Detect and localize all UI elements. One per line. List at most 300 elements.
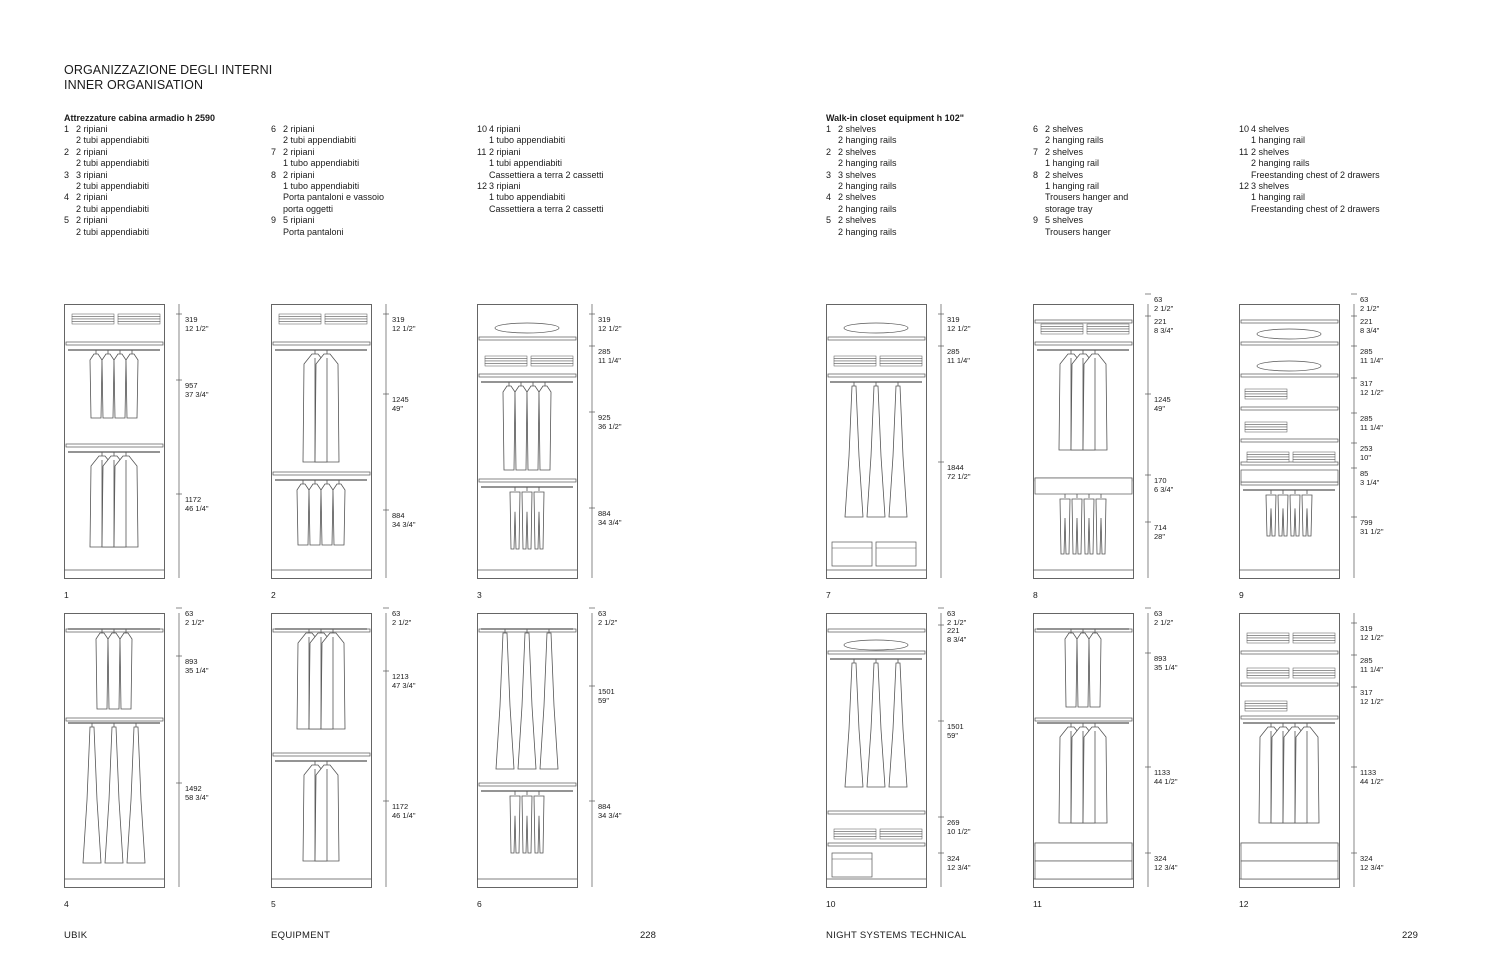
item-description: Trousers hanger — [1045, 226, 1111, 237]
dimension-label — [947, 610, 966, 627]
dimension-mm: 319 — [185, 315, 198, 324]
hanging-clothes — [303, 350, 339, 462]
item-number: 11 — [477, 146, 487, 157]
item-description: 1 hanging rail — [1045, 181, 1100, 192]
storage-box — [832, 853, 872, 877]
folded-clothes — [118, 319, 160, 322]
title-english: INNER ORGANISATION — [64, 78, 204, 92]
hanging-clothes — [510, 487, 544, 549]
hanging-clothes — [1059, 723, 1107, 823]
folded-clothes — [531, 356, 573, 359]
shelf — [1035, 718, 1132, 721]
dimension-inches: 3 1/4" — [1360, 477, 1380, 487]
hanging-clothes — [90, 452, 138, 547]
dimension-mm: 1133 — [1154, 768, 1171, 777]
dimension-inches: 10 1/2" — [947, 826, 971, 836]
shelf — [1241, 320, 1338, 323]
item-number: 12 — [1239, 181, 1250, 192]
folded-clothes — [880, 837, 922, 840]
folded-clothes — [1245, 427, 1287, 430]
item-description: 2 ripiani — [283, 146, 315, 157]
list-item — [1239, 124, 1380, 147]
dimension-inches: 59" — [598, 695, 610, 705]
dimension-mm: 714 — [1154, 523, 1167, 532]
hanging-clothes — [845, 659, 907, 787]
item-number: 1 — [64, 124, 70, 134]
item-description: 2 hanging rails — [838, 203, 897, 214]
dimension-inches: 11 1/4" — [598, 355, 621, 365]
dimension-label — [1154, 655, 1178, 672]
list-item — [1033, 215, 1128, 238]
dimension-mm: 63 — [947, 609, 956, 618]
dimension-label — [1154, 296, 1173, 313]
folded-clothes — [1245, 704, 1287, 707]
english-list-column — [1239, 124, 1380, 215]
list-item — [271, 147, 384, 170]
shelf — [828, 337, 925, 340]
wardrobe-unit-drawing — [271, 613, 401, 891]
shelf — [1241, 439, 1338, 442]
shelf — [273, 472, 370, 475]
folded-clothes — [279, 314, 321, 317]
drawer — [1241, 843, 1338, 861]
dimension-label — [1154, 396, 1171, 413]
dimension-label — [598, 316, 622, 333]
dimension-label — [392, 673, 416, 690]
item-description: 4 ripiani — [489, 124, 521, 134]
list-item — [1033, 147, 1128, 170]
dimension-inches: 12 3/4" — [1154, 862, 1178, 872]
dimension-inches: 46 1/4" — [185, 503, 209, 513]
dimension-mm: 253 — [1360, 444, 1373, 453]
folded-clothes — [1293, 455, 1335, 458]
dimension-label — [1360, 519, 1384, 536]
dimension-label — [598, 803, 622, 820]
dimension-label — [947, 627, 966, 644]
folded-clothes — [834, 361, 876, 364]
wardrobe-unit-drawing — [271, 304, 401, 582]
folded-clothes — [1247, 668, 1289, 671]
dimension-mm: 925 — [598, 413, 611, 422]
item-number: 10 — [477, 124, 488, 134]
item-description: Trousers hanger and — [1045, 192, 1129, 203]
dimension-label — [1360, 625, 1384, 642]
dimension-inches: 12 1/2" — [185, 323, 209, 333]
pillow — [844, 640, 908, 650]
figure-number: 9 — [1239, 590, 1244, 600]
folded-clothes — [1293, 452, 1335, 455]
figure-number: 2 — [271, 590, 276, 600]
folded-clothes — [1247, 638, 1289, 641]
dimension-inches: 35 1/4" — [1154, 662, 1178, 672]
dimension-mm: 324 — [1154, 854, 1167, 863]
item-number: 11 — [1239, 146, 1249, 157]
hanging-clothes — [83, 723, 145, 863]
folded-clothes — [1293, 676, 1335, 679]
dimension-inches: 34 3/4" — [598, 810, 622, 820]
folded-clothes — [834, 359, 876, 362]
item-number: 3 — [826, 169, 832, 180]
dimension-label — [1154, 855, 1178, 872]
item-description: 1 tubo appendiabiti — [489, 192, 566, 203]
dimension-mm: 1492 — [185, 784, 202, 793]
item-number: 10 — [1239, 124, 1250, 134]
dimension-inches: 72 1/2" — [947, 471, 971, 481]
item-description: Porta pantaloni — [283, 226, 344, 237]
title-italian: ORGANIZZAZIONE DEGLI INTERNI — [64, 63, 273, 77]
italian-list-column — [64, 124, 149, 238]
folded-clothes — [531, 364, 573, 367]
item-number: 1 — [826, 124, 832, 134]
drawer — [1035, 843, 1132, 861]
dimension-mm: 1501 — [598, 687, 615, 696]
folded-clothes — [1247, 460, 1289, 463]
item-description: 1 tubo appendiabiti — [283, 158, 360, 169]
folded-clothes — [1247, 671, 1289, 674]
item-description: Freestanding chest of 2 drawers — [1251, 203, 1380, 214]
wardrobe-unit-drawing — [64, 304, 194, 582]
shelf — [828, 843, 925, 846]
dimension-inches: 8 3/4" — [1360, 325, 1380, 335]
drawer — [1035, 861, 1132, 879]
dimension-mm: 319 — [392, 315, 405, 324]
dimension-inches: 11 1/4" — [1360, 664, 1383, 674]
item-description: 1 hanging rail — [1251, 135, 1306, 146]
item-description: 2 ripiani — [489, 146, 521, 157]
item-number: 5 — [826, 215, 832, 226]
item-number: 8 — [1033, 169, 1039, 180]
dimension-mm: 1213 — [392, 672, 409, 681]
dimension-label — [1360, 445, 1373, 462]
folded-clothes — [1247, 673, 1289, 676]
hanging-clothes — [510, 791, 544, 853]
dimension-mm: 285 — [947, 347, 960, 356]
list-item — [271, 124, 384, 147]
list-item — [1033, 124, 1128, 147]
shelf — [273, 342, 370, 345]
item-description: 4 shelves — [1251, 124, 1290, 134]
list-item — [826, 124, 897, 147]
item-description: 2 shelves — [838, 124, 877, 134]
folded-clothes — [72, 322, 114, 325]
folded-clothes — [118, 317, 160, 320]
item-description: 2 ripiani — [76, 146, 108, 157]
folded-clothes — [880, 356, 922, 359]
dimension-mm: 324 — [947, 854, 960, 863]
shelf — [479, 337, 576, 340]
wardrobe-unit-drawing — [477, 613, 607, 891]
dimension-mm: 317 — [1360, 688, 1373, 697]
item-number: 7 — [271, 146, 277, 157]
shelf — [1241, 716, 1338, 719]
dimension-mm: 63 — [392, 609, 401, 618]
folded-clothes — [1247, 457, 1289, 460]
dimension-mm: 285 — [598, 347, 611, 356]
item-description: 2 shelves — [1045, 124, 1084, 134]
item-description: 2 hanging rails — [838, 135, 897, 146]
folded-clothes — [880, 359, 922, 362]
item-description: 2 shelves — [1045, 146, 1084, 157]
folded-clothes — [834, 356, 876, 359]
folded-clothes — [325, 314, 367, 317]
dimension-mm: 85 — [1360, 469, 1369, 478]
folded-clothes — [1245, 706, 1287, 709]
dimension-mm: 221 — [1360, 317, 1373, 326]
dimension-inches: 58 3/4" — [185, 792, 209, 802]
item-description: 3 ripiani — [76, 169, 108, 180]
shelf — [1035, 320, 1132, 323]
dimension-mm: 285 — [1360, 656, 1373, 665]
dimension-label — [1360, 318, 1379, 335]
shelf — [828, 629, 925, 632]
dimension-label — [1154, 769, 1178, 786]
folded-clothes — [118, 314, 160, 317]
dimension-inches: 44 1/2" — [1360, 776, 1384, 786]
shelf — [1241, 651, 1338, 654]
drawer — [1241, 861, 1338, 879]
dimension-label — [1360, 689, 1384, 706]
dimension-label — [598, 610, 617, 627]
folded-clothes — [834, 829, 876, 832]
dimension-mm: 1133 — [1360, 768, 1377, 777]
pillow — [1257, 329, 1321, 339]
list-item — [64, 192, 149, 215]
dimension-inches: 59" — [947, 730, 959, 740]
item-description: 5 shelves — [1045, 215, 1084, 226]
dimension-label — [185, 496, 209, 513]
dimension-label — [1360, 769, 1384, 786]
folded-clothes — [1245, 392, 1287, 395]
dimension-label — [1360, 470, 1379, 487]
dimension-inches: 2 1/2" — [392, 617, 412, 627]
wardrobe-unit-drawing — [1033, 304, 1163, 582]
dimension-mm: 884 — [598, 802, 611, 811]
folded-clothes — [485, 364, 527, 367]
dimension-label — [1360, 380, 1384, 397]
shelf — [828, 651, 925, 654]
figure-number: 1 — [64, 590, 69, 600]
wardrobe-unit-drawing — [826, 613, 956, 891]
dimension-inches: 37 3/4" — [185, 389, 209, 399]
list-item — [477, 124, 604, 147]
list-item — [64, 124, 149, 147]
folded-clothes — [72, 317, 114, 320]
dimension-label — [392, 396, 409, 413]
pillow — [495, 323, 559, 333]
item-description: 2 ripiani — [283, 169, 315, 180]
list-item — [64, 215, 149, 238]
dimension-label — [947, 855, 971, 872]
dimension-mm: 63 — [1154, 295, 1163, 304]
dimension-inches: 8 3/4" — [1154, 325, 1174, 335]
folded-clothes — [279, 319, 321, 322]
figure-number: 7 — [826, 590, 831, 600]
dimension-mm: 957 — [185, 381, 198, 390]
folded-clothes — [279, 317, 321, 320]
hanging-clothes — [503, 382, 551, 470]
folded-clothes — [1293, 668, 1335, 671]
folded-clothes — [880, 364, 922, 367]
dimension-label — [1154, 477, 1173, 494]
dimension-label — [185, 785, 209, 802]
dimension-label — [598, 510, 622, 527]
shelf — [66, 342, 163, 345]
dimension-mm: 63 — [1154, 609, 1163, 618]
dimension-label — [1154, 524, 1167, 541]
english-list-column — [1033, 124, 1128, 238]
dimension-mm: 1844 — [947, 463, 964, 472]
drawer — [1241, 470, 1338, 482]
folded-clothes — [880, 834, 922, 837]
item-description: 2 ripiani — [283, 124, 315, 134]
hanging-clothes — [90, 350, 138, 418]
folded-clothes — [834, 834, 876, 837]
dimension-inches: 2 1/2" — [1154, 617, 1174, 627]
storage-box — [876, 542, 916, 566]
dimension-mm: 319 — [598, 315, 611, 324]
folded-clothes — [1245, 709, 1287, 712]
pillow — [844, 323, 908, 333]
dimension-inches: 12 3/4" — [1360, 862, 1384, 872]
dimension-mm: 319 — [947, 315, 960, 324]
dimension-inches: 12 1/2" — [1360, 632, 1384, 642]
folded-clothes — [1041, 329, 1083, 332]
list-item — [271, 215, 384, 238]
folded-clothes — [1087, 329, 1129, 332]
folded-clothes — [531, 361, 573, 364]
dimension-label — [947, 348, 970, 365]
item-description: 1 tubo appendiabiti — [283, 181, 360, 192]
wardrobe-unit-drawing — [1239, 304, 1369, 582]
dimension-inches: 35 1/4" — [185, 665, 209, 675]
dimension-label — [1360, 415, 1383, 432]
dimension-label — [598, 414, 622, 431]
folded-clothes — [1293, 638, 1335, 641]
dimension-inches: 44 1/2" — [1154, 776, 1178, 786]
dimension-label — [1154, 318, 1173, 335]
figure-number: 4 — [64, 899, 69, 909]
dimension-inches: 31 1/2" — [1360, 526, 1384, 536]
drawer — [1035, 478, 1132, 494]
dimension-inches: 2 1/2" — [1154, 303, 1174, 313]
item-number: 12 — [477, 181, 488, 192]
item-description: Cassettiera a terra 2 cassetti — [489, 169, 604, 180]
dimension-inches: 11 1/4" — [947, 355, 970, 365]
folded-clothes — [880, 361, 922, 364]
list-item — [826, 170, 897, 193]
item-description: 2 shelves — [838, 215, 877, 226]
folded-clothes — [1245, 389, 1287, 392]
folded-clothes — [1247, 455, 1289, 458]
folded-clothes — [485, 361, 527, 364]
item-number: 3 — [64, 169, 70, 180]
dimension-inches: 2 1/2" — [185, 617, 205, 627]
item-description: 3 shelves — [1251, 181, 1290, 192]
shelf — [273, 753, 370, 756]
italian-heading: Attrezzature cabina armadio h 2590 — [64, 113, 216, 123]
hanging-clothes — [496, 629, 558, 769]
hanging-clothes — [1266, 490, 1312, 536]
item-number: 6 — [1033, 124, 1039, 134]
shelf — [479, 783, 576, 786]
folded-clothes — [72, 314, 114, 317]
list-item — [826, 215, 897, 238]
folded-clothes — [1245, 430, 1287, 433]
shelf — [1241, 374, 1338, 377]
item-number: 4 — [64, 192, 70, 203]
dimension-inches: 12 1/2" — [598, 323, 622, 333]
item-description: 2 ripiani — [76, 215, 108, 226]
item-description: 2 tubi appendiabiti — [76, 203, 150, 214]
dimension-mm: 324 — [1360, 854, 1373, 863]
item-description: 2 ripiani — [76, 192, 108, 203]
footer-section-left: EQUIPMENT — [271, 930, 331, 941]
item-number: 5 — [64, 215, 70, 226]
item-number: 4 — [826, 192, 832, 203]
dimension-label — [1360, 855, 1384, 872]
shelf — [66, 444, 163, 447]
dimension-mm: 170 — [1154, 476, 1167, 485]
dimension-label — [947, 723, 964, 740]
dimension-mm: 884 — [392, 511, 405, 520]
item-description: 2 shelves — [838, 192, 877, 203]
dimension-label — [185, 658, 209, 675]
dimension-inches: 8 3/4" — [947, 634, 967, 644]
shelf — [1241, 683, 1338, 686]
dimension-inches: 46 1/4" — [392, 810, 416, 820]
shelf — [1241, 462, 1338, 465]
folded-clothes — [1087, 327, 1129, 330]
dimension-label — [947, 819, 971, 836]
dimension-inches: 34 3/4" — [598, 517, 622, 527]
dimension-label — [1154, 610, 1173, 627]
dimension-mm: 63 — [598, 609, 607, 618]
dimension-mm: 63 — [185, 609, 194, 618]
dimension-label — [1360, 657, 1383, 674]
hanging-clothes — [1065, 629, 1101, 707]
folded-clothes — [485, 356, 527, 359]
folded-clothes — [1293, 671, 1335, 674]
wardrobe-unit-drawing — [477, 304, 607, 582]
folded-clothes — [1293, 636, 1335, 639]
dimension-mm: 893 — [185, 657, 198, 666]
dimension-mm: 63 — [1360, 295, 1369, 304]
dimension-label — [598, 688, 615, 705]
dimension-inches: 11 1/4" — [1360, 422, 1383, 432]
dimension-mm: 221 — [947, 626, 960, 635]
page-number-left: 228 — [640, 930, 656, 941]
item-description: porta oggetti — [283, 203, 334, 214]
folded-clothes — [1041, 332, 1083, 335]
hanging-clothes — [297, 480, 345, 545]
folded-clothes — [1293, 673, 1335, 676]
folded-clothes — [1087, 332, 1129, 335]
item-description: 2 tubi appendiabiti — [76, 135, 150, 146]
item-description: 3 ripiani — [489, 181, 521, 192]
dimension-label — [392, 610, 411, 627]
dimension-label — [947, 464, 971, 481]
hanging-clothes — [1060, 494, 1106, 554]
item-description: Porta pantaloni e vassoio — [283, 192, 385, 203]
wardrobe-unit-drawing — [64, 613, 194, 891]
list-item — [64, 147, 149, 170]
pillow — [1257, 361, 1321, 371]
folded-clothes — [325, 319, 367, 322]
dimension-inches: 12 1/2" — [947, 323, 971, 333]
list-item — [64, 170, 149, 193]
folded-clothes — [531, 359, 573, 362]
folded-clothes — [118, 322, 160, 325]
